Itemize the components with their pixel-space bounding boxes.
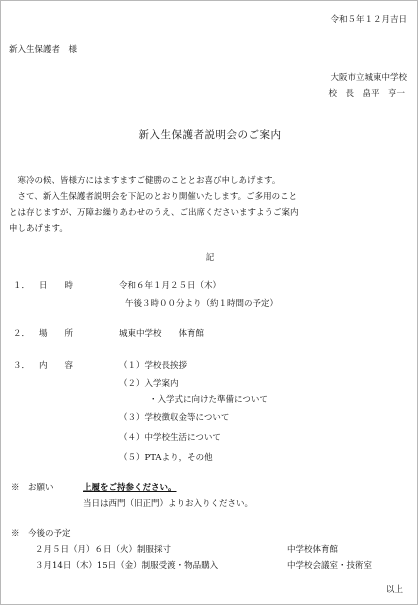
body-line-4: 申しあげます。: [9, 224, 68, 234]
document-title: 新入生保護者説明会のご案内: [138, 129, 282, 141]
item-1-number: １．: [13, 281, 31, 291]
schedule-row-2-place: 中学校会議室・技術室: [287, 561, 373, 571]
body-line-1: 寒冷の候、皆様方にはますますご健勝のこととお喜び申しあげます。: [9, 176, 281, 186]
content-list-item: （３）学校徴収金等について: [119, 413, 230, 423]
schedule-row-1-date: ２月５日（月）６日（火）制服採寸: [35, 545, 172, 555]
content-list-item: （１）学校長挨拶: [119, 361, 188, 371]
item-1-label: 日 時: [39, 281, 74, 291]
closing-mark: 以上: [385, 585, 403, 595]
item-1-value: 令和６年１月２５日（木）: [119, 281, 222, 291]
content-list-item: （５）PTAより，その他: [119, 453, 213, 463]
body-line-2: さて、新入生保護者説明会を下記のとおり開催いたします。ご多用のこと: [9, 192, 298, 202]
content-list-item: （４）中学校生活について: [119, 433, 221, 443]
content-list-subitem: ・入学式に向けた準備について: [149, 395, 268, 405]
item-2-number: ２．: [13, 329, 31, 339]
issue-date: 令和５年１２月吉日: [330, 15, 407, 25]
content-list-item: （２）入学案内: [119, 379, 179, 389]
request-line-2: 当日は西門（旧正門）よりお入りください。: [83, 499, 254, 509]
item-3-label: 内 容: [39, 361, 74, 371]
item-1-time: 午後３時００分より（約１時間の予定）: [125, 299, 279, 309]
item-2-value: 城東中学校 体育館: [119, 329, 205, 339]
request-line-1: 上履をご持参ください。: [83, 483, 177, 493]
addressee: 新入生保護者 様: [9, 45, 78, 55]
schedule-row-2-date: ３月14日（木）15日（金）制服受渡・物品購入: [35, 561, 219, 571]
sender-school: 大阪市立城東中学校: [330, 73, 407, 83]
body-line-3: とは存じますが、万障お繰りあわせのうえ、ご出席くださいますようご案内: [9, 208, 299, 218]
schedule-row-1-place: 中学校体育館: [287, 545, 339, 555]
schedule-label: ※ 今後の予定: [11, 529, 71, 539]
sender-principal: 校 長 畠平 亨一: [328, 89, 405, 99]
item-3-number: ３．: [13, 361, 31, 371]
item-2-label: 場 所: [39, 329, 74, 339]
ki-heading: 記: [205, 253, 215, 263]
body-paragraph: [9, 173, 409, 237]
request-label: ※ お願い: [11, 483, 54, 493]
